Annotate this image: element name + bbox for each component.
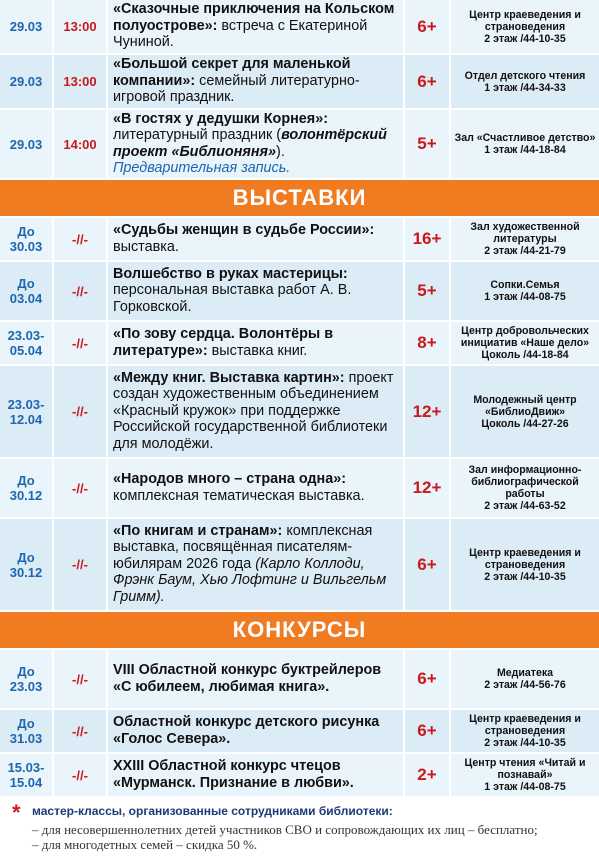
event-description: «В гостях у дедушки Корнея»: литературный праздник (волонтёрский проект «Библионяня»). Предварительная запись. <box>108 110 405 178</box>
section-banner-contests: КОНКУРСЫ <box>0 612 599 650</box>
age-rating: 6+ <box>405 0 451 53</box>
event-title: «Сказочные приключения на Кольском полуострове»: <box>113 1 395 34</box>
exhibition-description: «Судьбы женщин в судьбе России»: выставка. <box>108 218 405 260</box>
exhibition-description: «По зову сердца. Волонтёры в литературе»: выставка книг. <box>108 322 405 364</box>
event-title: «В гостях у дедушки Корнея»: <box>113 110 328 127</box>
contest-date: До 31.03 <box>0 710 54 752</box>
age-rating: 6+ <box>405 650 451 708</box>
event-text: семейный литературно-игровой праздник. <box>113 72 360 106</box>
exhibition-date: До 03.04 <box>0 262 54 320</box>
age-rating: 5+ <box>405 110 451 178</box>
contest-venue: Центр краеведения и страноведения 2 этаж /44-10-35 <box>451 710 599 752</box>
event-venue: Зал «Счастливое детство» 1 этаж /44-18-84 <box>451 110 599 178</box>
exhibition-time: -//- <box>54 459 108 517</box>
exhibition-venue: Молодежный центр «БиблиоДвиж» Цоколь /44-27-26 <box>451 366 599 457</box>
event-time: 13:00 <box>54 0 108 53</box>
contest-description: XXIII Областной конкурс чтецов «Мурманск. Признание в любви». <box>108 754 405 796</box>
registration-note: Предварительная запись. <box>113 160 291 176</box>
exhibition-row <box>0 366 599 459</box>
footer-heading: мастер-классы, организованные сотрудниками библиотеки: <box>32 804 393 818</box>
contest-description: Областной конкурс детского рисунка «Голос Севера». <box>108 710 405 752</box>
event-time: 13:00 <box>54 55 108 108</box>
exhibition-time: -//- <box>54 366 108 457</box>
event-title: «Большой секрет для маленькой компании»: <box>113 56 351 89</box>
age-rating: 12+ <box>405 366 451 457</box>
asterisk-icon: * <box>12 800 21 825</box>
age-rating: 2+ <box>405 754 451 796</box>
footer-item: – для несовершеннолетних детей участников СВО и сопровождающих их лиц – бесплатно; <box>32 822 538 837</box>
exhibition-venue: Зал информационно-библиографической работы 2 этаж /44-63-52 <box>451 459 599 517</box>
age-rating: 6+ <box>405 55 451 108</box>
age-rating: 5+ <box>405 262 451 320</box>
contest-venue: Центр чтения «Читай и познавай» 1 этаж /44-08-75 <box>451 754 599 796</box>
event-row <box>0 55 599 110</box>
exhibition-date: 23.03- 12.04 <box>0 366 54 457</box>
event-text: встреча с Екатериной Чуниной. <box>113 17 368 51</box>
event-description <box>108 55 405 108</box>
event-row <box>0 0 599 55</box>
exhibition-venue: Сопки.Семья 1 этаж /44-08-75 <box>451 262 599 320</box>
exhibition-time: -//- <box>54 322 108 364</box>
exhibition-date: 23.03- 05.04 <box>0 322 54 364</box>
section-banner-exhibitions: ВЫСТАВКИ <box>0 180 599 218</box>
footer-item: – для многодетных семей – скидка 50 %. <box>32 837 258 852</box>
event-description <box>108 0 405 53</box>
exhibition-description: «Народов много – страна одна»: комплексная тематическая выставка. <box>108 459 405 517</box>
event-venue: Центр краеведения и страноведения 2 этаж /44-10-35 <box>451 0 599 53</box>
contest-description: VIII Областной конкурс буктрейлеров «С юбилеем, любимая книга». <box>108 650 405 708</box>
contest-venue: Медиатека 2 этаж /44-56-76 <box>451 650 599 708</box>
contest-row <box>0 650 599 710</box>
contest-time: -//- <box>54 754 108 796</box>
event-time: 14:00 <box>54 110 108 178</box>
age-rating: 12+ <box>405 459 451 517</box>
exhibition-row <box>0 519 599 612</box>
event-row <box>0 110 599 180</box>
exhibition-venue: Центр добровольческих инициатив «Наше дело» Цоколь /44-18-84 <box>451 322 599 364</box>
exhibition-time: -//- <box>54 218 108 260</box>
contest-date: До 23.03 <box>0 650 54 708</box>
event-venue: Отдел детского чтения 1 этаж /44-34-33 <box>451 55 599 108</box>
exhibition-date: До 30.12 <box>0 459 54 517</box>
exhibition-time: -//- <box>54 262 108 320</box>
exhibition-date: До 30.12 <box>0 519 54 610</box>
exhibition-venue: Центр краеведения и страноведения 2 этаж /44-10-35 <box>451 519 599 610</box>
age-rating: 6+ <box>405 519 451 610</box>
exhibition-description: «Между книг. Выставка картин»: проект создан художественным объединением «Красный кружок» при поддержке Российской государственной библиотеки для молодёжи. <box>108 366 405 457</box>
contest-date: 15.03- 15.04 <box>0 754 54 796</box>
event-date: 29.03 <box>0 110 54 178</box>
age-rating: 6+ <box>405 710 451 752</box>
exhibition-row <box>0 459 599 519</box>
event-date: 29.03 <box>0 55 54 108</box>
exhibition-time: -//- <box>54 519 108 610</box>
exhibition-date: До 30.03 <box>0 218 54 260</box>
event-date: 29.03 <box>0 0 54 53</box>
contest-row <box>0 710 599 754</box>
exhibition-description: «По книгам и странам»: комплексная выставка, посвящённая писателям-юбилярам 2026 года (Карло Коллоди, Фрэнк Баум, Хью Лофтинг и Вильгельм Гримм). <box>108 519 405 610</box>
contest-time: -//- <box>54 710 108 752</box>
volunteer-project: волонтёрский проект «Библионяня» <box>113 127 387 160</box>
contest-time: -//- <box>54 650 108 708</box>
exhibition-venue: Зал художественной литературы 2 этаж /44-21-79 <box>451 218 599 260</box>
exhibition-description: Волшебство в руках мастерицы: персональная выставка работ А. В. Горковской. <box>108 262 405 320</box>
age-rating: 8+ <box>405 322 451 364</box>
age-rating: 16+ <box>405 218 451 260</box>
contest-row <box>0 754 599 798</box>
footer-note <box>0 798 599 852</box>
exhibition-row <box>0 218 599 262</box>
exhibition-row <box>0 262 599 322</box>
exhibition-row <box>0 322 599 366</box>
